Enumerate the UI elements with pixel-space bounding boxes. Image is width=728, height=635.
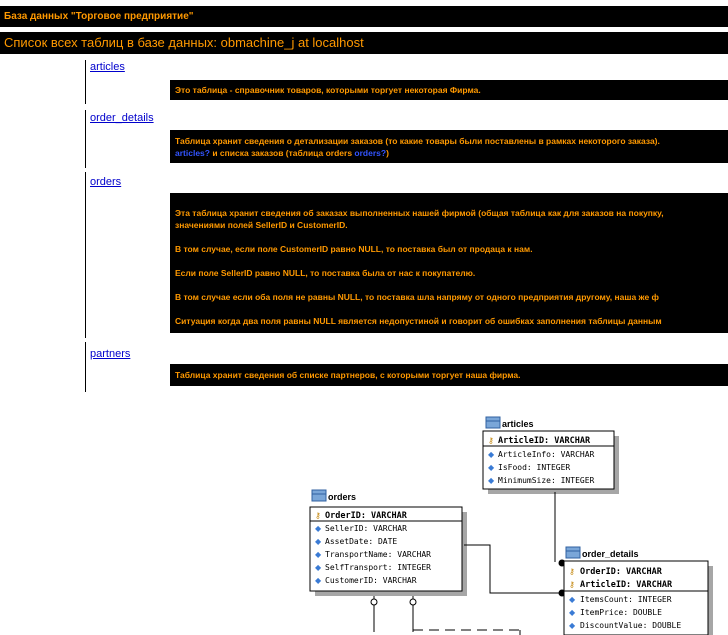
field-primary-key: ArticleID: VARCHAR (580, 580, 673, 590)
table-icon (566, 547, 580, 558)
database-title: База данных "Торговое предприятие" (4, 11, 194, 22)
field-icon: ◆ (315, 550, 322, 559)
description-line: В том случае если оба поля не равны NULL, то поставка шла напряму от одного предприятия другому, наша же ф (175, 292, 659, 302)
description-line: Таблица хранит сведения об списке партнеров, с которыми торгует наша фирма. (175, 370, 521, 380)
table-link-order-details[interactable]: order_details (90, 112, 154, 124)
field-name: DiscountValue: DOUBLE (580, 621, 682, 630)
description-line: Если поле SellerID равно NULL, то поставка была от нас к покупателю. (175, 268, 476, 278)
field-name: MinimumSize: INTEGER (498, 476, 595, 485)
entity-order-details[interactable] (564, 547, 713, 635)
field-name: AssetDate: DATE (325, 537, 398, 546)
field-name: ArticleInfo: VARCHAR (498, 450, 595, 459)
field-icon: ◆ (315, 563, 322, 572)
link-articles[interactable]: articles? (175, 148, 210, 158)
table-link-orders[interactable]: orders (90, 176, 122, 188)
description-line: articles? и списка заказов (таблица orders orders?) (175, 148, 389, 158)
description-line: Эта таблица хранит сведения об заказах выполненных нашей фирмой (общая таблица как для заказов на покупку, (175, 208, 664, 218)
key-icon: ⚷ (569, 580, 575, 589)
field-name: TransportName: VARCHAR (325, 550, 431, 559)
table-icon (312, 490, 326, 501)
table-link-partners[interactable]: partners (90, 348, 131, 360)
field-icon: ◆ (569, 595, 576, 604)
description-line: Ситуация когда два поля равны NULL является недопустиной и говорит об ошибках заполнения таблицы данным (175, 316, 662, 326)
relation-endpoint (371, 599, 377, 605)
field-icon: ◆ (488, 450, 495, 459)
relation-line (464, 545, 560, 593)
entity-title: articles (502, 419, 534, 429)
entity-orders[interactable] (310, 490, 467, 596)
field-primary-key: OrderID: VARCHAR (580, 567, 662, 577)
field-name: IsFood: INTEGER (498, 463, 571, 472)
field-icon: ◆ (488, 476, 495, 485)
field-name: CustomerID: VARCHAR (325, 576, 417, 585)
link-orders[interactable]: orders? (354, 148, 387, 158)
field-icon: ◆ (569, 608, 576, 617)
field-primary-key: ArticleID: VARCHAR (498, 436, 591, 446)
key-icon: ⚷ (315, 511, 321, 520)
table-icon (486, 417, 500, 428)
field-icon: ◆ (315, 537, 322, 546)
field-primary-key: OrderID: VARCHAR (325, 511, 407, 521)
description-line: значениями полей SellerID и CustomerID. (175, 220, 348, 230)
field-icon: ◆ (569, 621, 576, 630)
entity-articles[interactable] (483, 417, 619, 494)
field-icon: ◆ (315, 576, 322, 585)
description-line: Таблица хранит сведения о детализации заказов (то какие товары были поставлены в рамках некоторого заказа). (175, 136, 660, 146)
entity-title: order_details (582, 549, 639, 559)
description-line: Это таблица - справочник товаров, которыми торгует некоторая Фирма. (175, 85, 481, 95)
field-icon: ◆ (315, 524, 322, 533)
table-link-articles[interactable]: articles (90, 61, 125, 73)
description-line: В том случае, если поле CustomerID равно NULL, то поставка был от продаца к нам. (175, 244, 533, 254)
field-name: SelfTransport: INTEGER (325, 563, 431, 572)
relation-endpoint (410, 599, 416, 605)
field-name: SellerID: VARCHAR (325, 524, 407, 533)
field-name: ItemsCount: INTEGER (580, 595, 672, 604)
tables-list-title: Список всех таблиц в базе данных: obmachine_j at localhost (4, 35, 364, 50)
key-icon: ⚷ (569, 567, 575, 576)
entity-title: orders (328, 492, 357, 502)
field-icon: ◆ (488, 463, 495, 472)
field-name: ItemPrice: DOUBLE (580, 608, 662, 617)
key-icon: ⚷ (488, 436, 494, 445)
